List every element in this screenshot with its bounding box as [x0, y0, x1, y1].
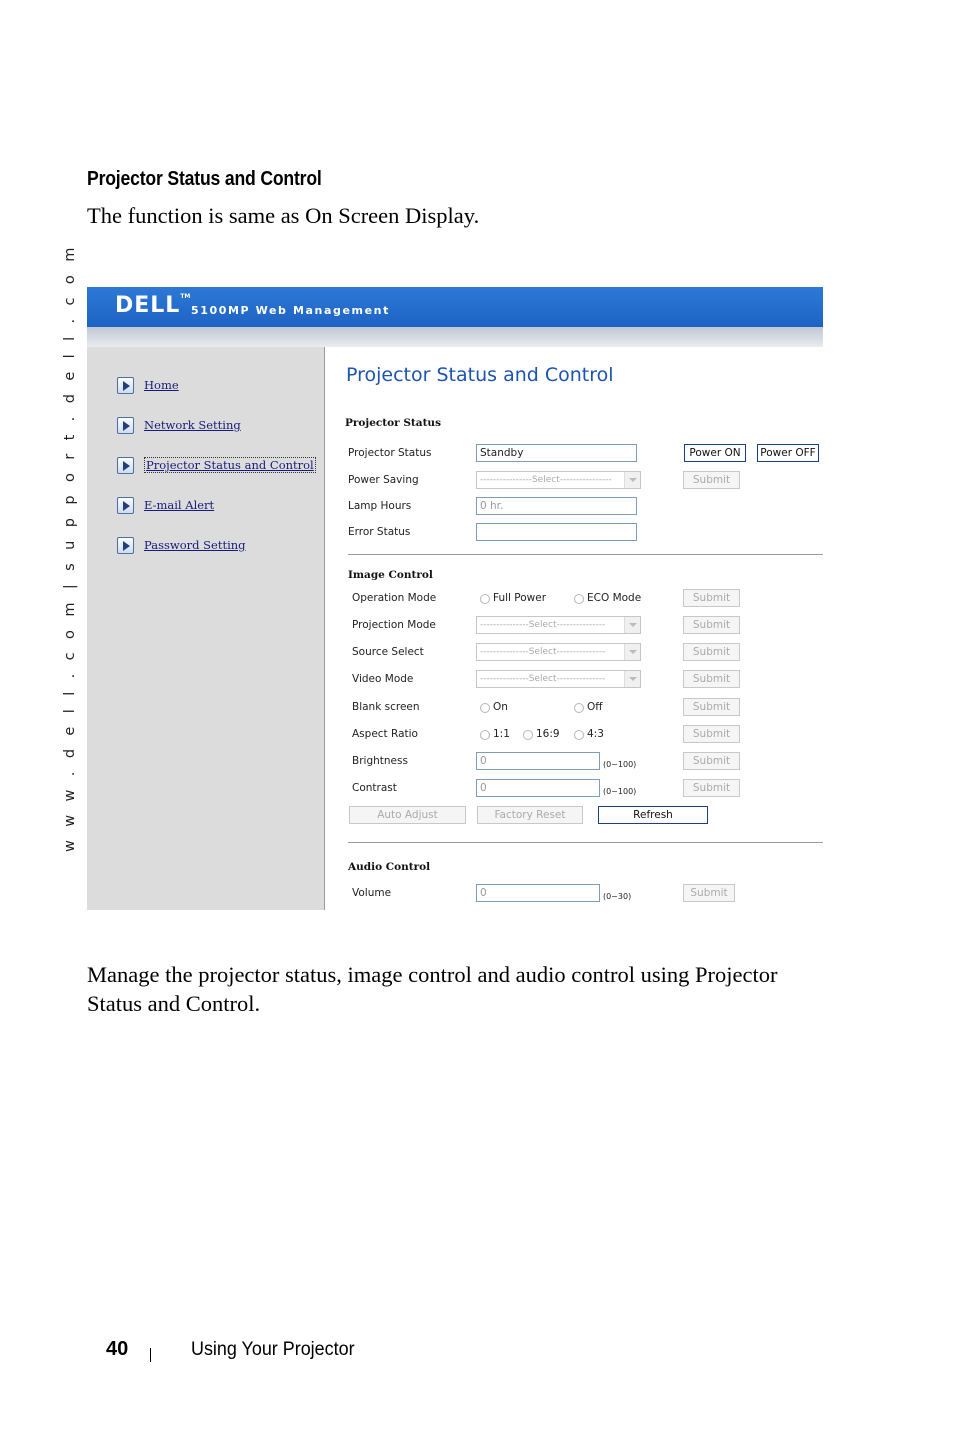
volume-range: (0~30) — [603, 892, 632, 901]
aspect-1-1-radio[interactable] — [480, 730, 490, 740]
power-off-button[interactable]: Power OFF — [757, 444, 819, 462]
eco-mode-label: ECO Mode — [587, 592, 642, 604]
select-text: ---------------Select--------------- — [480, 674, 606, 684]
auto-adjust-button[interactable]: Auto Adjust — [349, 806, 466, 824]
sidebar-item-password-setting[interactable] — [117, 535, 246, 555]
banner — [87, 287, 823, 327]
chevron-down-icon[interactable] — [624, 472, 640, 488]
contrast-field[interactable]: 0 — [476, 779, 600, 797]
source-select-select[interactable] — [476, 643, 641, 661]
image-control-section-title: Image Control — [348, 569, 433, 581]
brightness-range: (0~100) — [603, 760, 637, 769]
aspect-ratio-label: Aspect Ratio — [352, 728, 418, 740]
brightness-field[interactable]: 0 — [476, 752, 600, 770]
power-saving-submit-button[interactable]: Submit — [683, 471, 740, 489]
select-text: ----------------Select---------------- — [480, 475, 612, 485]
banner-title: 5100MP Web Management — [191, 304, 390, 317]
logo-tm: TM — [180, 293, 191, 300]
side-url-text: w w w . d e l l . c o m | s u p p o r t . d e l l . c o m — [62, 243, 78, 852]
banner-strip — [87, 327, 823, 347]
source-select-label: Source Select — [352, 646, 424, 658]
video-mode-select[interactable] — [476, 670, 641, 688]
chevron-down-icon[interactable] — [624, 617, 640, 633]
aspect-ratio-submit-button[interactable]: Submit — [683, 725, 740, 743]
aspect-1-1-label: 1:1 — [493, 728, 510, 740]
contrast-label: Contrast — [352, 782, 397, 794]
web-management-screenshot — [87, 287, 823, 910]
description-text: Manage the projector status, image control and audio control using Projector Status and Control. — [87, 962, 778, 1016]
page-title: Projector Status and Control — [346, 364, 614, 386]
sidebar-item-projector-status[interactable] — [117, 455, 316, 475]
footer-divider — [150, 1348, 151, 1362]
factory-reset-button[interactable]: Factory Reset — [477, 806, 583, 824]
play-arrow-icon[interactable] — [117, 377, 134, 394]
error-status-field[interactable] — [476, 523, 637, 541]
audio-control-section-title: Audio Control — [348, 861, 431, 873]
sidebar-item-label[interactable]: E-mail Alert — [144, 498, 215, 512]
blank-off-label: Off — [587, 701, 603, 713]
chevron-down-icon[interactable] — [624, 671, 640, 687]
intro-text: The function is same as On Screen Display. — [87, 203, 480, 228]
projection-mode-select[interactable] — [476, 616, 641, 634]
power-saving-label: Power Saving — [348, 474, 419, 486]
blank-screen-label: Blank screen — [352, 701, 420, 713]
sidebar-item-network-setting[interactable] — [117, 415, 241, 435]
footer-title: Using Your Projector — [191, 1338, 355, 1360]
sidebar-item-label[interactable]: Projector Status and Control — [146, 458, 314, 472]
projection-mode-label: Projection Mode — [352, 619, 436, 631]
lamp-hours-label: Lamp Hours — [348, 500, 412, 512]
play-arrow-icon[interactable] — [117, 457, 134, 474]
section-divider — [348, 554, 823, 555]
aspect-16-9-radio[interactable] — [523, 730, 533, 740]
brightness-label: Brightness — [352, 755, 408, 767]
volume-submit-button[interactable]: Submit — [683, 884, 735, 902]
blank-on-radio[interactable] — [480, 703, 490, 713]
select-text: ---------------Select--------------- — [480, 620, 606, 630]
power-saving-select[interactable] — [476, 471, 641, 489]
volume-field[interactable]: 0 — [476, 884, 600, 902]
video-mode-submit-button[interactable]: Submit — [683, 670, 740, 688]
sidebar-item-label[interactable]: Home — [144, 378, 179, 392]
projector-status-field[interactable]: Standby — [476, 444, 637, 462]
operation-mode-label: Operation Mode — [352, 592, 437, 604]
projector-status-label: Projector Status — [348, 447, 432, 459]
refresh-button[interactable]: Refresh — [598, 806, 708, 824]
play-arrow-icon[interactable] — [117, 497, 134, 514]
play-arrow-icon[interactable] — [117, 537, 134, 554]
sidebar-item-email-alert[interactable] — [117, 495, 214, 515]
logo-text: DELL — [115, 293, 181, 318]
play-arrow-icon[interactable] — [117, 417, 134, 434]
aspect-16-9-label: 16:9 — [536, 728, 560, 740]
operation-mode-submit-button[interactable]: Submit — [683, 589, 740, 607]
video-mode-label: Video Mode — [352, 673, 414, 685]
projector-status-section-title: Projector Status — [345, 417, 441, 429]
eco-mode-radio[interactable] — [574, 594, 584, 604]
power-on-button[interactable]: Power ON — [684, 444, 746, 462]
side-url — [38, 172, 78, 852]
blank-on-label: On — [493, 701, 508, 713]
select-text: ---------------Select--------------- — [480, 647, 606, 657]
full-power-label: Full Power — [493, 592, 547, 604]
sidebar-item-label[interactable]: Network Setting — [144, 418, 241, 432]
aspect-4-3-radio[interactable] — [574, 730, 584, 740]
contrast-range: (0~100) — [603, 787, 637, 796]
volume-label: Volume — [352, 887, 392, 899]
blank-screen-submit-button[interactable]: Submit — [683, 698, 740, 716]
source-select-submit-button[interactable]: Submit — [683, 643, 740, 661]
sidebar-item-home[interactable] — [117, 375, 179, 395]
section-divider — [348, 842, 823, 843]
error-status-label: Error Status — [348, 526, 411, 538]
page-number: 40 — [106, 1338, 129, 1360]
full-power-radio[interactable] — [480, 594, 490, 604]
lamp-hours-field[interactable]: 0 hr. — [476, 497, 637, 515]
dell-logo — [115, 293, 190, 318]
aspect-4-3-label: 4:3 — [587, 728, 604, 740]
chevron-down-icon[interactable] — [624, 644, 640, 660]
blank-off-radio[interactable] — [574, 703, 584, 713]
sidebar-item-label[interactable]: Password Setting — [144, 538, 246, 552]
brightness-submit-button[interactable]: Submit — [683, 752, 740, 770]
main-content — [325, 347, 823, 910]
projection-mode-submit-button[interactable]: Submit — [683, 616, 740, 634]
sidebar-nav — [87, 347, 324, 910]
section-heading: Projector Status and Control — [87, 168, 322, 190]
contrast-submit-button[interactable]: Submit — [683, 779, 740, 797]
